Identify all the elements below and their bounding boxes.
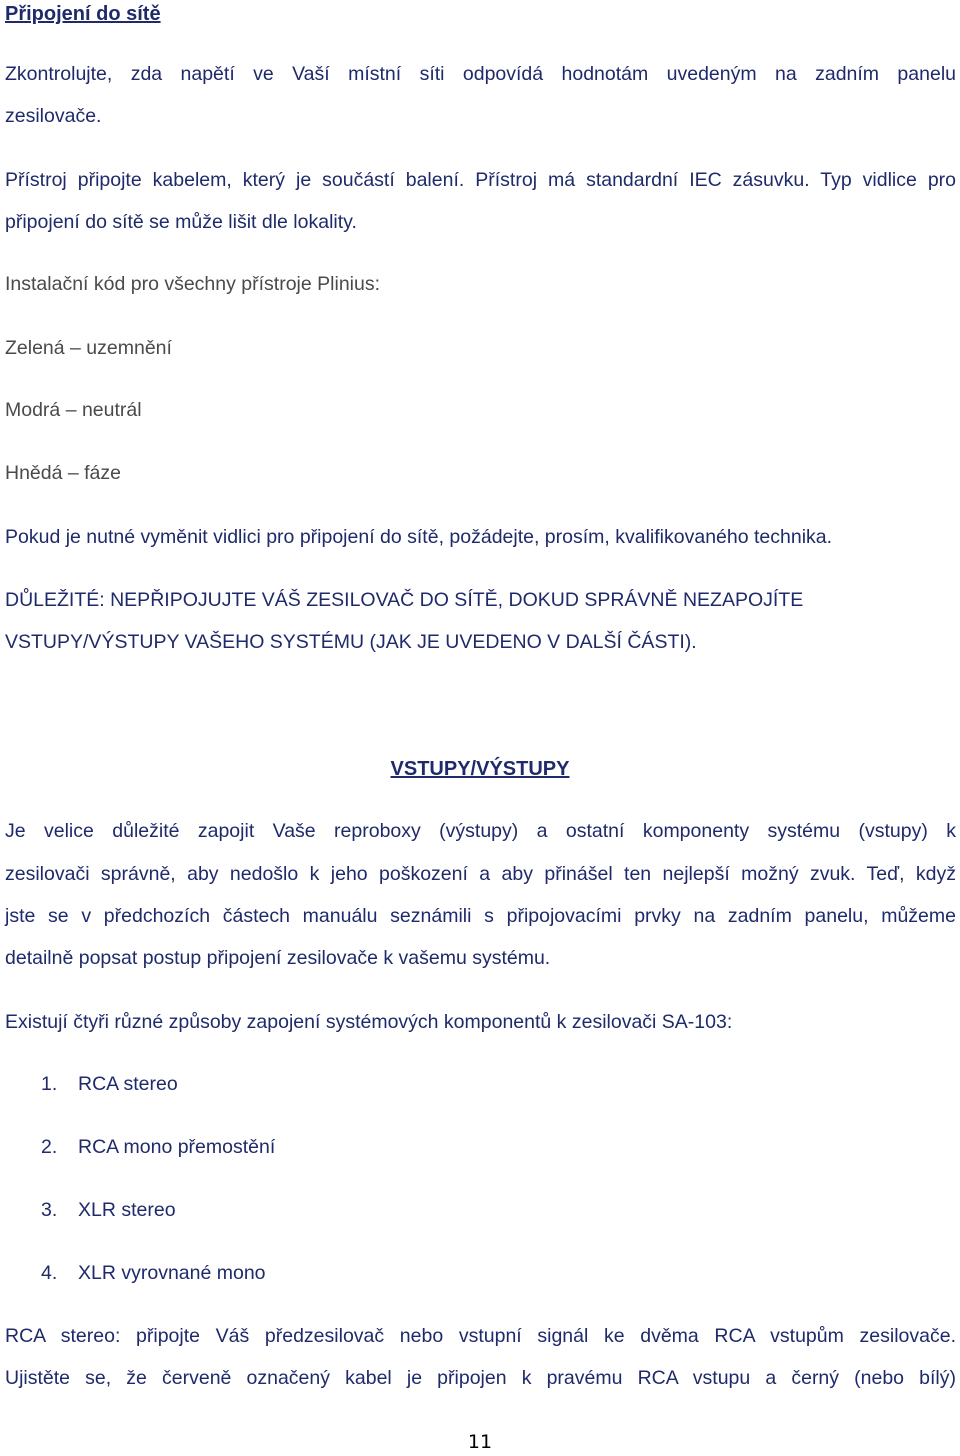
section-title-io: VSTUPY/VÝSTUPY <box>390 758 570 780</box>
paragraph-line: zesilovači správně, aby nedošlo k jeho poškození a aby přinášel ten nejlepší možný zvuk. Teď, když <box>5 863 956 885</box>
list-item <box>41 1201 176 1221</box>
list-item-text: RCA mono přemostění <box>78 1136 276 1158</box>
paragraph-line: detailně popsat postup připojení zesilovače k vašemu systému. <box>5 947 551 969</box>
list-item <box>41 1264 266 1284</box>
list-item-text: RCA stereo <box>78 1073 178 1095</box>
paragraph-line: Ujistěte se, že červeně označený kabel je připojen k pravému RCA vstupu a černý (nebo bílý) <box>5 1367 956 1389</box>
install-code-intro: Instalační kód pro všechny přístroje Plinius: <box>5 273 381 295</box>
paragraph-line: Pokud je nutné vyměnit vidlici pro připojení do sítě, požádejte, prosím, kvalifikovaného technika. <box>5 526 833 548</box>
section-title-power: Připojení do sítě <box>5 3 161 25</box>
paragraph-line: Přístroj připojte kabelem, který je součástí balení. Přístroj má standardní IEC zásuvku. Typ vidlice pro <box>5 169 956 191</box>
wire-blue: Modrá – neutrál <box>5 399 142 421</box>
list-item-text: XLR vyrovnané mono <box>78 1262 266 1284</box>
page-number: 11 <box>467 1431 493 1453</box>
list-item-text: XLR stereo <box>78 1199 176 1221</box>
list-item-number: 4. <box>41 1262 58 1284</box>
wire-green: Zelená – uzemnění <box>5 337 172 359</box>
list-item <box>41 1138 275 1158</box>
warning-line: DŮLEŽITÉ: NEPŘIPOJUJTE VÁŠ ZESILOVAČ DO SÍTĚ, DOKUD SPRÁVNĚ NEZAPOJÍTE <box>5 589 804 611</box>
paragraph-line: Zkontrolujte, zda napětí ve Vaší místní síti odpovídá hodnotám uvedeným na zadním panelu <box>5 63 956 85</box>
list-item-number: 3. <box>41 1199 58 1221</box>
wire-brown: Hnědá – fáze <box>5 462 122 484</box>
list-item-number: 2. <box>41 1136 58 1158</box>
warning-line: VSTUPY/VÝSTUPY VAŠEHO SYSTÉMU (JAK JE UVEDENO V DALŠÍ ČÁSTI). <box>5 631 697 653</box>
list-item-number: 1. <box>41 1073 58 1095</box>
paragraph-line: připojení do sítě se může lišit dle lokality. <box>5 211 357 233</box>
paragraph-line: RCA stereo: připojte Váš předzesilovač nebo vstupní signál ke dvěma RCA vstupům zesilovače. <box>5 1325 956 1347</box>
paragraph-line: Je velice důležité zapojit Vaše reproboxy (výstupy) a ostatní komponenty systému (vstupy) k <box>5 820 956 842</box>
list-item <box>41 1075 178 1095</box>
paragraph-line: zesilovače. <box>5 105 102 127</box>
paragraph-line: Existují čtyři různé způsoby zapojení systémových komponentů k zesilovači SA-103: <box>5 1011 733 1033</box>
paragraph-line: jste se v předchozích částech manuálu seznámili s připojovacími prvky na zadním panelu, můžeme <box>5 905 956 927</box>
